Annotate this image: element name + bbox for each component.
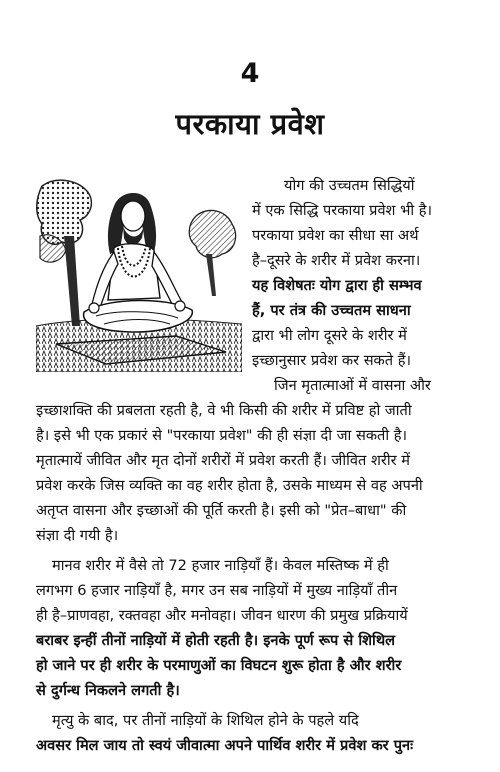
text-line: में एक सिद्धि परकाया प्रवेश भी है। — [252, 202, 433, 219]
text-line: योग की उच्चतम सिद्धियों — [284, 177, 415, 194]
chapter-number: 4 — [240, 58, 260, 89]
text-line: है। इसे भी एक प्रकारं से "परकाया प्रवेश" की ही संज्ञा दी जा सकती है। — [36, 427, 408, 444]
text-line: अतृप्त वासना और इच्छाओं की पूर्ति करती है। इसी को "प्रेत–बाधा" की — [36, 502, 407, 519]
yogi-illustration — [36, 176, 242, 372]
text-line: अवसर मिल जाय तो स्वयं जीवात्मा अपने पार्थिव शरीर में प्रवेश कर पुनः — [36, 737, 414, 754]
text-line: बराबर इन्हीं तीनों नाड़ियों में होती रहती है। इनके पूर्ण रूप से शिथिल — [36, 632, 396, 649]
text-line: मानव शरीर में वैसे तो 72 हजार नाड़ियाँ हैं। केवल मस्तिष्क में ही — [52, 557, 389, 574]
text-line: इच्छानुसार प्रवेश कर सकते हैं। — [252, 352, 412, 369]
text-line: प्रवेश करके जिस व्यक्ति का वह शरीर होता है, उसके माध्यम से वह अपनी — [36, 477, 423, 494]
text-line: लगभग 6 हजार नाड़ियाँ है, मगर उन सब नाड़ियों में मुख्य नाड़ियाँ तीन — [36, 582, 398, 599]
text-line: परकाया प्रवेश का सीधा सा अर्थ — [252, 227, 419, 244]
text-line: इच्छाशक्ति की प्रबलता रहती है, वे भी किसी की शरीर में प्रविष्ट हो जाती — [36, 402, 412, 419]
text-line: जिन मृतात्माओं में वासना और — [274, 377, 431, 394]
text-line: है–दूसरे के शरीर में प्रवेश करना। — [252, 252, 421, 269]
text-line: यह विशेषतः योग द्वारा ही सम्भव — [252, 277, 422, 294]
text-line: द्वारा भी लोग दूसरे के शरीर में — [252, 327, 407, 344]
text-line: हो जाने पर ही शरीर के परमाणुओं का विघटन शुरू होता है और शरीर — [36, 657, 402, 674]
text-line: ही है–प्राणवहा, रक्तवहा और मनोवहा। जीवन धारण की प्रमुख प्रक्रियायें — [36, 607, 408, 624]
text-line: मृतात्मायें जीवित और मृत दोनों शरीरों में प्रवेश करती हैं। जीवित शरीर में — [36, 452, 410, 469]
text-line: मृत्यु के बाद, पर तीनों नाड़ियों के शिथिल होने के पहले यदि — [52, 712, 359, 729]
text-line: संज्ञा दी गयी है। — [36, 527, 119, 544]
chapter-title: परकाया प्रवेश — [175, 107, 325, 141]
text-line: से दुर्गन्ध निकलने लगती है। — [36, 682, 180, 699]
text-line: हैं, पर तंत्र की उच्चतम साधना — [252, 302, 411, 319]
